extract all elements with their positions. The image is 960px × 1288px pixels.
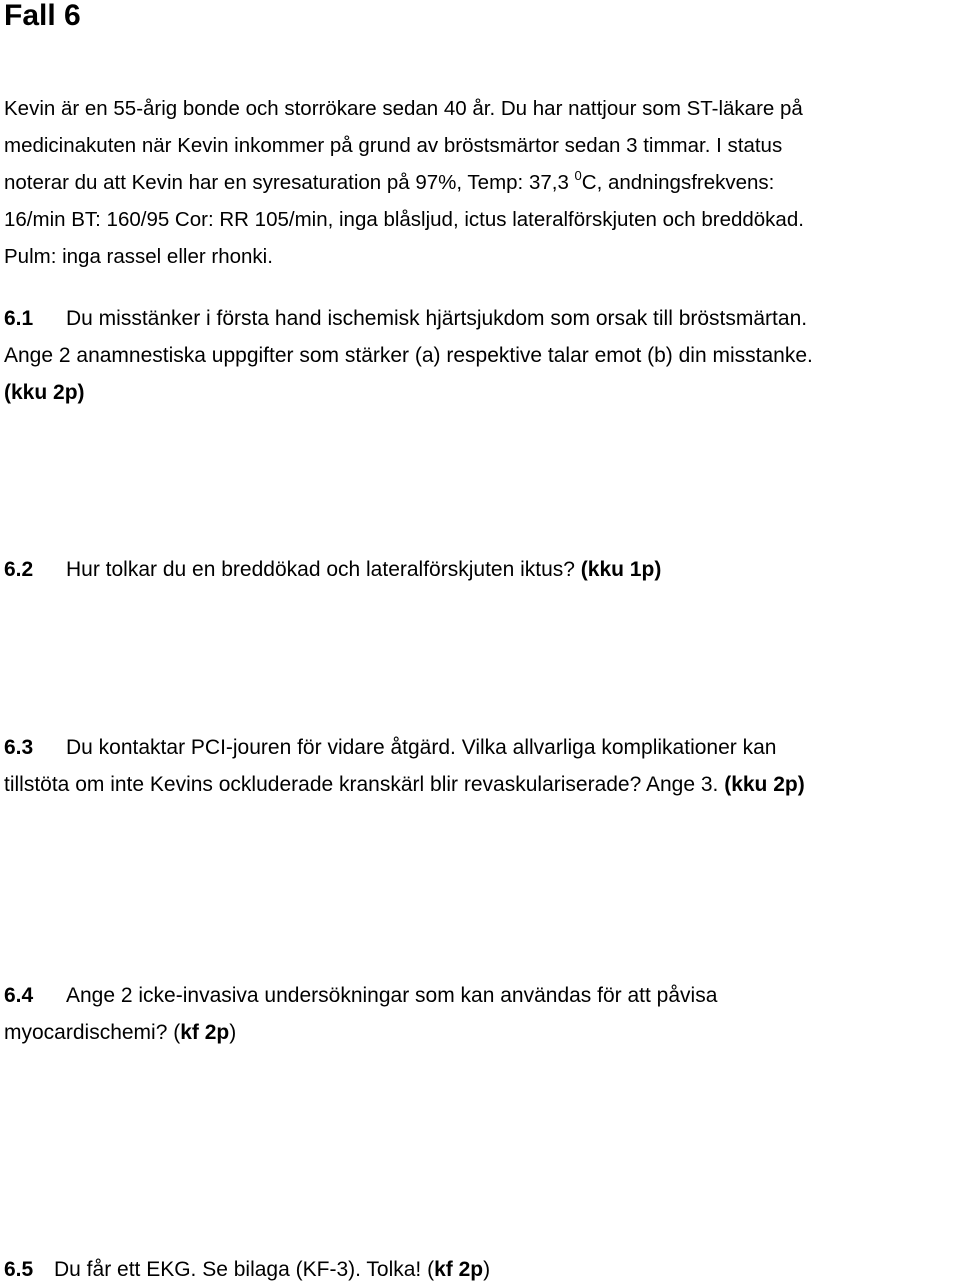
question-number: 6.1	[4, 307, 34, 330]
question-line	[4, 1251, 956, 1288]
question-line	[4, 300, 956, 337]
case-text: C, andningsfrekvens:	[581, 171, 775, 194]
question-points: kf 2p	[180, 1021, 230, 1044]
question-text: )	[229, 1021, 237, 1044]
question-number: 6.3	[4, 736, 34, 759]
question-6-3	[4, 729, 956, 803]
question-6-1	[4, 300, 956, 411]
question-text: tillstöta om inte Kevins ockluderade kranskärl blir revaskulariserade? Ange 3.	[4, 773, 719, 796]
question-points: (kku 2p)	[724, 773, 805, 796]
question-text: Du kontaktar PCI-jouren för vidare åtgärd. Vilka allvarliga komplikationer kan	[66, 736, 777, 759]
question-number: 6.4	[4, 984, 34, 1007]
question-text: Du får ett EKG. Se bilaga (KF-3). Tolka! (	[54, 1258, 435, 1281]
question-line: Ange 2 anamnestiska uppgifter som stärker (a) respektive talar emot (b) din misstanke.	[4, 344, 813, 367]
question-text: Hur tolkar du en breddökad och lateralförskjuten iktus?	[66, 558, 575, 581]
question-text: Du misstänker i första hand ischemisk hjärtsjukdom som orsak till bröstsmärtan.	[66, 307, 808, 330]
question-points: (kku 2p)	[4, 381, 85, 404]
case-line	[4, 164, 954, 201]
case-line: Pulm: inga rassel eller rhonki.	[4, 245, 273, 268]
question-number: 6.2	[4, 558, 34, 581]
case-text: noterar du att Kevin har en syresaturation på 97%, Temp: 37,3	[4, 171, 575, 194]
case-line: Kevin är en 55-årig bonde och storrökare sedan 40 år. Du har nattjour som ST-läkare på	[4, 97, 803, 120]
question-line	[4, 551, 956, 588]
degree-superscript: 0	[574, 168, 582, 183]
question-text: myocardischemi? (	[4, 1021, 181, 1044]
page-title: Fall 6	[4, 0, 81, 32]
question-points: (kku 1p)	[580, 558, 662, 581]
question-6-5	[4, 1251, 956, 1288]
question-6-4	[4, 977, 956, 1051]
question-line	[4, 729, 956, 766]
question-number: 6.5	[4, 1258, 34, 1281]
question-line	[4, 1014, 956, 1051]
question-text: Ange 2 icke-invasiva undersökningar som kan användas för att påvisa	[66, 984, 718, 1007]
case-line: 16/min BT: 160/95 Cor: RR 105/min, inga blåsljud, ictus lateralförskjuten och breddökad.	[4, 208, 804, 231]
case-description	[4, 90, 954, 275]
case-line: medicinakuten när Kevin inkommer på grund av bröstsmärtor sedan 3 timmar. I status	[4, 134, 783, 157]
question-points: kf 2p	[434, 1258, 484, 1281]
question-line	[4, 977, 956, 1014]
question-line	[4, 766, 956, 803]
question-text: )	[483, 1258, 491, 1281]
question-6-2	[4, 551, 956, 588]
